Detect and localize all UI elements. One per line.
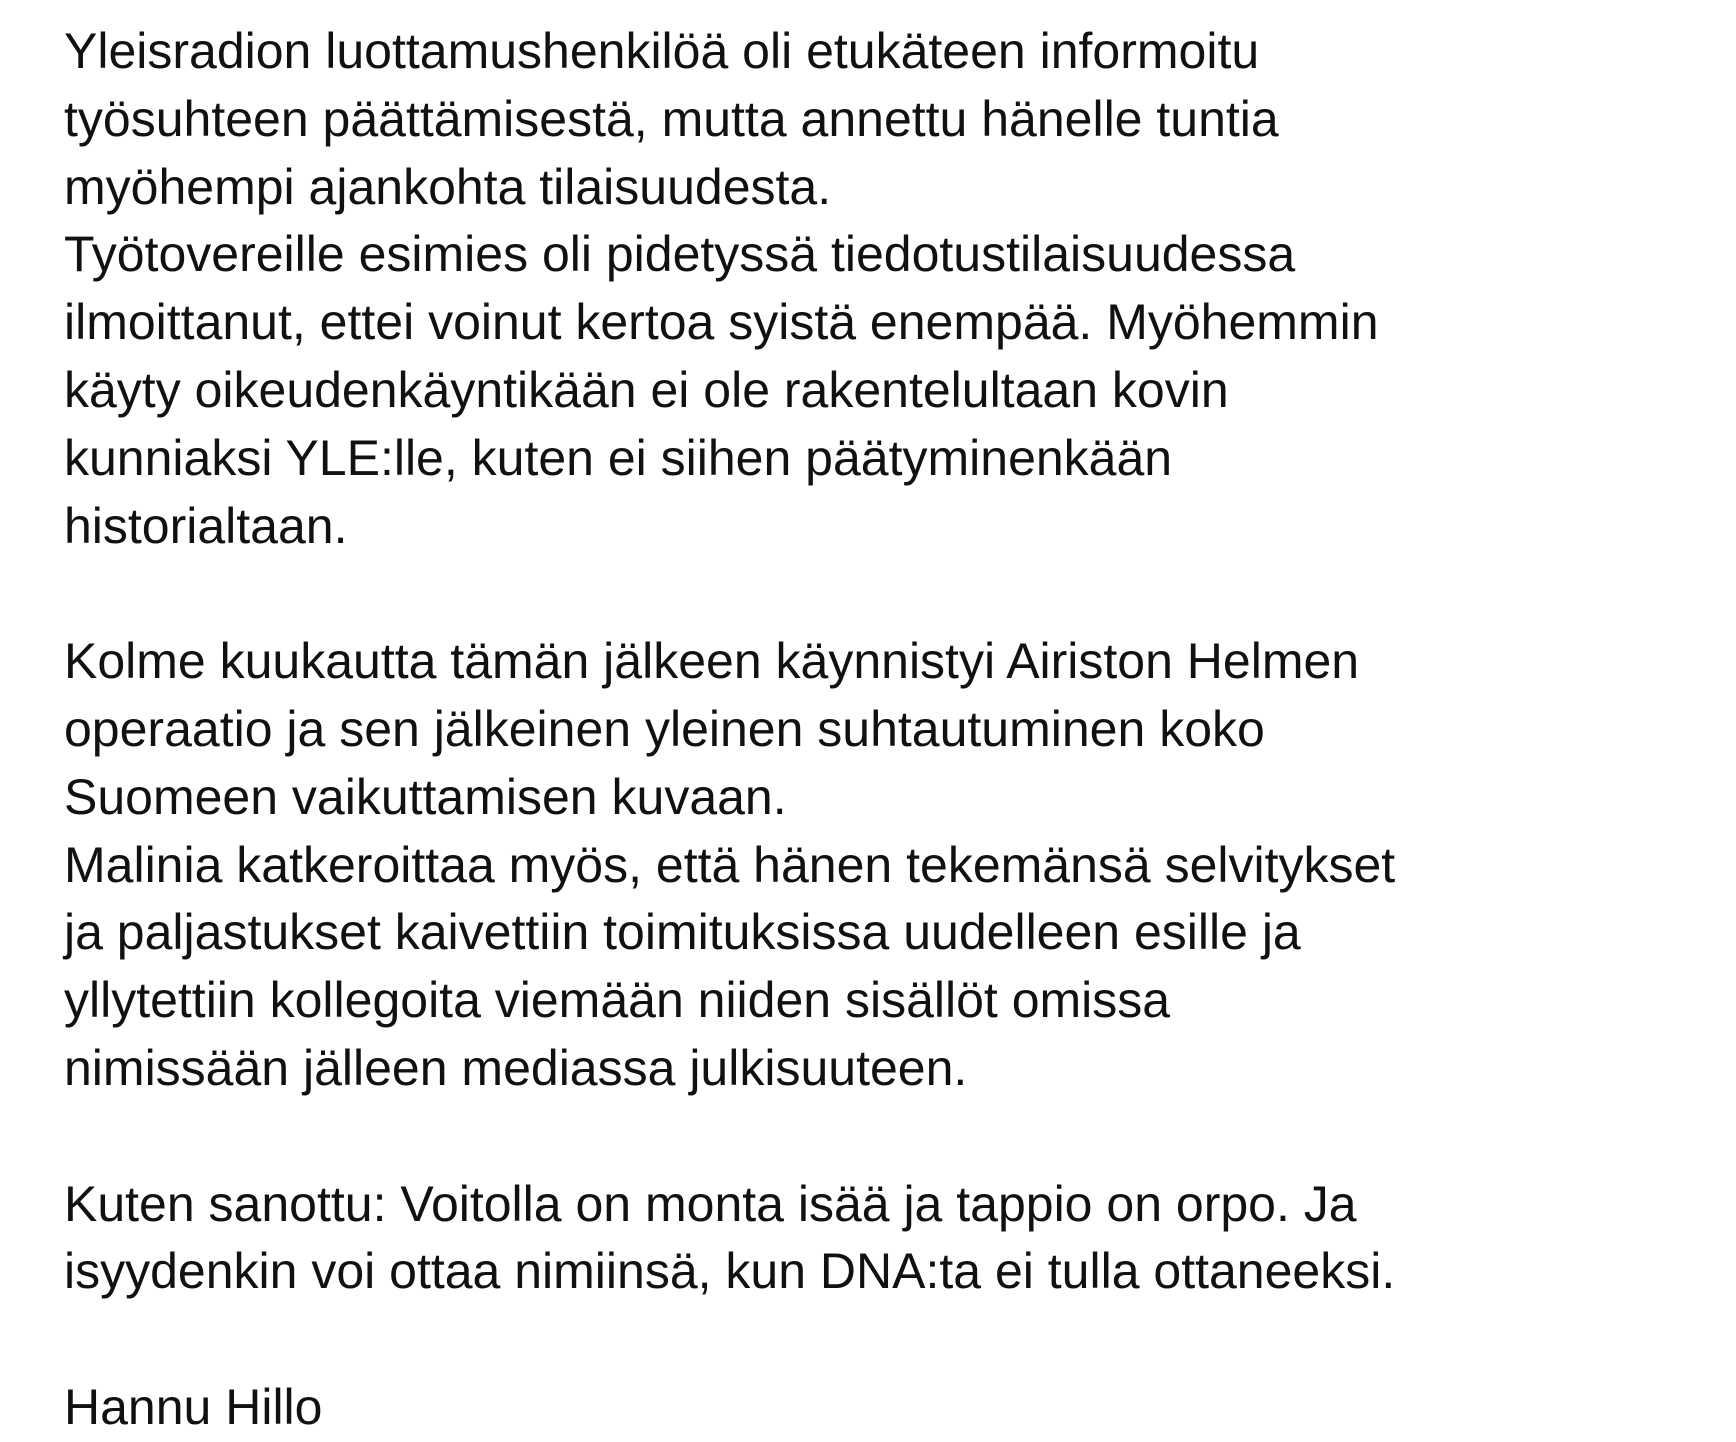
- paragraph-1: [64, 18, 1724, 560]
- text-line: isyydenkin voi ottaa nimiinsä, kun DNA:ta ei tulla ottaneeksi.: [64, 1243, 1396, 1300]
- text-line: Yleisradion luottamushenkilöä oli etukäteen informoitu: [64, 23, 1260, 79]
- text-line: yllytettiin kollegoita viemään niiden sisällöt omissa: [64, 972, 1171, 1029]
- paragraph-2: [64, 628, 1724, 1103]
- text-line: työsuhteen päättämisestä, mutta annettu hänelle tuntia: [64, 90, 1279, 147]
- text-line: ilmoittanut, ettei voinut kertoa syistä enempää. Myöhemmin: [64, 294, 1379, 351]
- paragraph-3: [64, 1171, 1724, 1307]
- text-line: myöhempi ajankohta tilaisuudesta.: [64, 158, 832, 215]
- text-line: käyty oikeudenkäyntikään ei ole rakentelultaan kovin: [64, 361, 1229, 418]
- text-line: operaatio ja sen jälkeinen yleinen suhtautuminen koko: [64, 700, 1265, 757]
- signature: Hannu Hillo: [64, 1378, 323, 1435]
- document-body: [64, 18, 1724, 1442]
- text-line: nimissään jälleen mediassa julkisuuteen.: [64, 1039, 968, 1096]
- text-line: kunniaksi YLE:lle, kuten ei siihen päätyminenkään: [64, 429, 1173, 486]
- text-line: Suomeen vaikuttamisen kuvaan.: [64, 768, 787, 825]
- text-line: ja paljastukset kaivettiin toimituksissa uudelleen esille ja: [64, 904, 1301, 961]
- paragraph-spacer: [64, 1306, 1724, 1374]
- text-line: Kolme kuukautta tämän jälkeen käynnistyi Airiston Helmen: [64, 633, 1360, 690]
- text-line: Työtovereille esimies oli pidetyssä tiedotustilaisuudessa: [64, 226, 1296, 283]
- paragraph-spacer: [64, 560, 1724, 628]
- text-line: historialtaan.: [64, 497, 348, 554]
- text-line: Kuten sanottu: Voitolla on monta isää ja tappio on orpo. Ja: [64, 1175, 1357, 1232]
- text-line: Malinia katkeroittaa myös, että hänen tekemänsä selvitykset: [64, 836, 1396, 893]
- paragraph-spacer: [64, 1103, 1724, 1171]
